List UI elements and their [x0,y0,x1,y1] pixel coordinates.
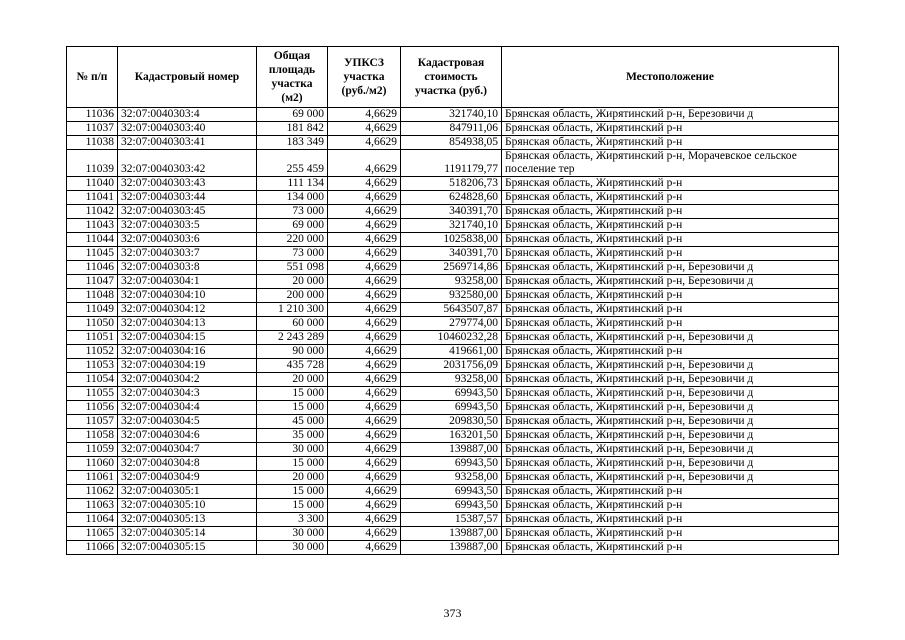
cell-num: 11056 [67,401,118,415]
table-row [67,122,839,136]
cell-cadastral-number: 32:07:0040303:44 [118,191,257,205]
cell-num: 11059 [67,443,118,457]
cell-cadastral-cost: 163201,50 [401,429,502,443]
cell-cadastral-cost: 854938,05 [401,136,502,150]
cell-upksz: 4,6629 [328,108,401,122]
table-row [67,429,839,443]
cell-num: 11041 [67,191,118,205]
cell-location: Брянская область, Жирятинский р-н [502,317,839,331]
cell-upksz: 4,6629 [328,150,401,177]
cell-cadastral-cost: 518206,73 [401,177,502,191]
cell-cadastral-cost: 15387,57 [401,513,502,527]
cell-cadastral-number: 32:07:0040303:41 [118,136,257,150]
table-row [67,373,839,387]
cell-area: 435 728 [257,359,328,373]
table-row [67,345,839,359]
cell-cadastral-number: 32:07:0040303:45 [118,205,257,219]
cell-cadastral-number: 32:07:0040304:2 [118,373,257,387]
cell-cadastral-cost: 279774,00 [401,317,502,331]
cell-upksz: 4,6629 [328,373,401,387]
cell-num: 11057 [67,415,118,429]
cell-location: Брянская область, Жирятинский р-н, Березовичи д [502,457,839,471]
cell-num: 11062 [67,485,118,499]
cell-location: Брянская область, Жирятинский р-н, Березовичи д [502,387,839,401]
cell-location: Брянская область, Жирятинский р-н, Березовичи д [502,429,839,443]
cell-cadastral-cost: 5643507,87 [401,303,502,317]
cell-cadastral-number: 32:07:0040303:43 [118,177,257,191]
cell-upksz: 4,6629 [328,345,401,359]
table-row [67,471,839,485]
table-row [67,219,839,233]
cell-location: Брянская область, Жирятинский р-н [502,247,839,261]
cell-location: Брянская область, Жирятинский р-н [502,345,839,359]
cell-location: Брянская область, Жирятинский р-н [502,205,839,219]
cell-cadastral-cost: 69943,50 [401,401,502,415]
cell-num: 11051 [67,331,118,345]
cell-cadastral-number: 32:07:0040305:10 [118,499,257,513]
cell-location: Брянская область, Жирятинский р-н [502,541,839,555]
cell-area: 1 210 300 [257,303,328,317]
cell-area: 200 000 [257,289,328,303]
cell-area: 60 000 [257,317,328,331]
cell-area: 111 134 [257,177,328,191]
cell-num: 11044 [67,233,118,247]
table-row [67,541,839,555]
table-row [67,499,839,513]
cell-cadastral-cost: 1025838,00 [401,233,502,247]
cell-area: 15 000 [257,499,328,513]
cell-location: Брянская область, Жирятинский р-н [502,191,839,205]
cell-upksz: 4,6629 [328,429,401,443]
cell-cadastral-cost: 932580,00 [401,289,502,303]
cell-cadastral-number: 32:07:0040303:40 [118,122,257,136]
cell-num: 11064 [67,513,118,527]
header-cadastral-cost: Кадастровая стоимость участка (руб.) [401,47,502,108]
cell-location: Брянская область, Жирятинский р-н, Березовичи д [502,471,839,485]
header-area: Общая площадь участка (м2) [257,47,328,108]
cell-area: 3 300 [257,513,328,527]
cell-cadastral-number: 32:07:0040304:16 [118,345,257,359]
cell-num: 11063 [67,499,118,513]
cell-num: 11054 [67,373,118,387]
table-row [67,513,839,527]
cell-cadastral-cost: 69943,50 [401,485,502,499]
cell-location: Брянская область, Жирятинский р-н, Морачевское сельское поселение тер [502,150,839,177]
cell-area: 30 000 [257,541,328,555]
cell-cadastral-number: 32:07:0040305:15 [118,541,257,555]
cell-location: Брянская область, Жирятинский р-н, Березовичи д [502,373,839,387]
cell-num: 11037 [67,122,118,136]
cell-location: Брянская область, Жирятинский р-н [502,289,839,303]
cell-location: Брянская область, Жирятинский р-н, Березовичи д [502,401,839,415]
table-row [67,401,839,415]
cell-area: 220 000 [257,233,328,247]
table-row [67,205,839,219]
cell-upksz: 4,6629 [328,401,401,415]
cell-num: 11049 [67,303,118,317]
cell-cadastral-cost: 139887,00 [401,527,502,541]
cell-num: 11046 [67,261,118,275]
cell-area: 551 098 [257,261,328,275]
cell-num: 11038 [67,136,118,150]
cell-area: 73 000 [257,205,328,219]
cell-cadastral-number: 32:07:0040304:12 [118,303,257,317]
cell-cadastral-number: 32:07:0040303:5 [118,219,257,233]
cell-cadastral-cost: 93258,00 [401,471,502,485]
cell-num: 11048 [67,289,118,303]
table-row [67,317,839,331]
cell-area: 69 000 [257,219,328,233]
cell-num: 11043 [67,219,118,233]
cell-cadastral-cost: 69943,50 [401,499,502,513]
table-row [67,387,839,401]
cell-location: Брянская область, Жирятинский р-н, Березовичи д [502,443,839,457]
cell-num: 11045 [67,247,118,261]
cell-cadastral-cost: 321740,10 [401,219,502,233]
header-num: № п/п [67,47,118,108]
table-row [67,108,839,122]
cell-cadastral-cost: 624828,60 [401,191,502,205]
cell-cadastral-number: 32:07:0040304:1 [118,275,257,289]
cell-area: 255 459 [257,150,328,177]
table-row [67,247,839,261]
cell-cadastral-number: 32:07:0040303:8 [118,261,257,275]
cell-location: Брянская область, Жирятинский р-н [502,499,839,513]
cell-location: Брянская область, Жирятинский р-н [502,485,839,499]
cell-upksz: 4,6629 [328,499,401,513]
cell-upksz: 4,6629 [328,415,401,429]
table-row [67,443,839,457]
cell-cadastral-cost: 2569714,86 [401,261,502,275]
table-row [67,177,839,191]
cell-num: 11061 [67,471,118,485]
cell-area: 15 000 [257,457,328,471]
cell-cadastral-cost: 847911,06 [401,122,502,136]
cell-num: 11053 [67,359,118,373]
cell-area: 90 000 [257,345,328,359]
cell-area: 69 000 [257,108,328,122]
cell-num: 11058 [67,429,118,443]
cell-upksz: 4,6629 [328,331,401,345]
cell-cadastral-number: 32:07:0040304:7 [118,443,257,457]
cell-cadastral-number: 32:07:0040304:5 [118,415,257,429]
cell-upksz: 4,6629 [328,513,401,527]
cell-upksz: 4,6629 [328,233,401,247]
cell-cadastral-number: 32:07:0040304:15 [118,331,257,345]
cell-cadastral-cost: 69943,50 [401,387,502,401]
table-row [67,485,839,499]
cell-upksz: 4,6629 [328,177,401,191]
table-row [67,150,839,177]
table-row [67,527,839,541]
cell-location: Брянская область, Жирятинский р-н, Березовичи д [502,415,839,429]
cell-area: 30 000 [257,443,328,457]
cell-upksz: 4,6629 [328,527,401,541]
cell-cadastral-cost: 93258,00 [401,373,502,387]
cell-cadastral-cost: 1191179,77 [401,150,502,177]
cell-area: 73 000 [257,247,328,261]
cell-area: 15 000 [257,485,328,499]
cell-area: 2 243 289 [257,331,328,345]
cadastral-value-table [66,46,839,555]
cell-cadastral-cost: 419661,00 [401,345,502,359]
cell-cadastral-number: 32:07:0040305:1 [118,485,257,499]
cell-location: Брянская область, Жирятинский р-н [502,527,839,541]
table-row [67,415,839,429]
cell-area: 20 000 [257,471,328,485]
table-row [67,191,839,205]
cell-location: Брянская область, Жирятинский р-н, Березовичи д [502,359,839,373]
cell-cadastral-cost: 209830,50 [401,415,502,429]
cell-num: 11066 [67,541,118,555]
cell-upksz: 4,6629 [328,457,401,471]
cell-upksz: 4,6629 [328,205,401,219]
cell-location: Брянская область, Жирятинский р-н, Березовичи д [502,108,839,122]
cell-location: Брянская область, Жирятинский р-н [502,513,839,527]
cell-cadastral-cost: 321740,10 [401,108,502,122]
cell-area: 134 000 [257,191,328,205]
cell-num: 11050 [67,317,118,331]
cell-upksz: 4,6629 [328,317,401,331]
cell-upksz: 4,6629 [328,219,401,233]
cell-upksz: 4,6629 [328,289,401,303]
cell-cadastral-cost: 93258,00 [401,275,502,289]
cell-upksz: 4,6629 [328,247,401,261]
cell-cadastral-number: 32:07:0040305:14 [118,527,257,541]
cell-area: 15 000 [257,387,328,401]
cell-cadastral-cost: 69943,50 [401,457,502,471]
cell-area: 35 000 [257,429,328,443]
cell-cadastral-cost: 340391,70 [401,205,502,219]
cell-num: 11065 [67,527,118,541]
cell-num: 11060 [67,457,118,471]
cell-upksz: 4,6629 [328,191,401,205]
cell-cadastral-cost: 139887,00 [401,443,502,457]
cell-area: 15 000 [257,401,328,415]
cell-upksz: 4,6629 [328,303,401,317]
cell-num: 11040 [67,177,118,191]
cell-location: Брянская область, Жирятинский р-н [502,136,839,150]
table-row [67,275,839,289]
cell-num: 11042 [67,205,118,219]
cell-area: 45 000 [257,415,328,429]
table-row [67,233,839,247]
cell-cadastral-number: 32:07:0040303:6 [118,233,257,247]
table-row [67,331,839,345]
table-row [67,261,839,275]
cell-location: Брянская область, Жирятинский р-н [502,177,839,191]
cell-location: Брянская область, Жирятинский р-н [502,233,839,247]
table-row [67,136,839,150]
cell-cadastral-cost: 139887,00 [401,541,502,555]
cell-upksz: 4,6629 [328,485,401,499]
cell-location: Брянская область, Жирятинский р-н [502,303,839,317]
cell-cadastral-cost: 10460232,28 [401,331,502,345]
cell-cadastral-cost: 2031756,09 [401,359,502,373]
cell-location: Брянская область, Жирятинский р-н, Березовичи д [502,261,839,275]
cell-num: 11036 [67,108,118,122]
cell-cadastral-number: 32:07:0040304:9 [118,471,257,485]
cell-upksz: 4,6629 [328,471,401,485]
cell-cadastral-number: 32:07:0040304:6 [118,429,257,443]
cell-num: 11052 [67,345,118,359]
cell-num: 11047 [67,275,118,289]
cell-num: 11039 [67,150,118,177]
cell-cadastral-number: 32:07:0040304:4 [118,401,257,415]
cell-cadastral-number: 32:07:0040304:8 [118,457,257,471]
cell-upksz: 4,6629 [328,122,401,136]
cell-area: 181 842 [257,122,328,136]
header-upksz: УПКСЗ участка (руб./м2) [328,47,401,108]
cell-area: 20 000 [257,373,328,387]
cell-area: 183 349 [257,136,328,150]
cell-area: 20 000 [257,275,328,289]
table-header-row [67,47,839,108]
cell-upksz: 4,6629 [328,136,401,150]
cell-area: 30 000 [257,527,328,541]
cell-upksz: 4,6629 [328,443,401,457]
table-row [67,289,839,303]
header-cadastral-number: Кадастровый номер [118,47,257,108]
cell-location: Брянская область, Жирятинский р-н [502,219,839,233]
table-row [67,359,839,373]
page-number: 373 [443,606,462,620]
cell-upksz: 4,6629 [328,261,401,275]
table-row [67,457,839,471]
cell-upksz: 4,6629 [328,387,401,401]
cell-upksz: 4,6629 [328,541,401,555]
cell-location: Брянская область, Жирятинский р-н, Березовичи д [502,275,839,289]
cell-cadastral-number: 32:07:0040304:10 [118,289,257,303]
cell-upksz: 4,6629 [328,275,401,289]
cell-upksz: 4,6629 [328,359,401,373]
cell-cadastral-number: 32:07:0040303:42 [118,150,257,177]
cell-cadastral-cost: 340391,70 [401,247,502,261]
cell-cadastral-number: 32:07:0040304:13 [118,317,257,331]
cell-cadastral-number: 32:07:0040303:7 [118,247,257,261]
cell-cadastral-number: 32:07:0040303:4 [118,108,257,122]
cell-location: Брянская область, Жирятинский р-н, Березовичи д [502,331,839,345]
cell-num: 11055 [67,387,118,401]
cell-location: Брянская область, Жирятинский р-н [502,122,839,136]
cell-cadastral-number: 32:07:0040304:19 [118,359,257,373]
cell-cadastral-number: 32:07:0040305:13 [118,513,257,527]
cell-cadastral-number: 32:07:0040304:3 [118,387,257,401]
header-location: Местоположение [502,47,839,108]
table-row [67,303,839,317]
table-body [67,108,839,555]
